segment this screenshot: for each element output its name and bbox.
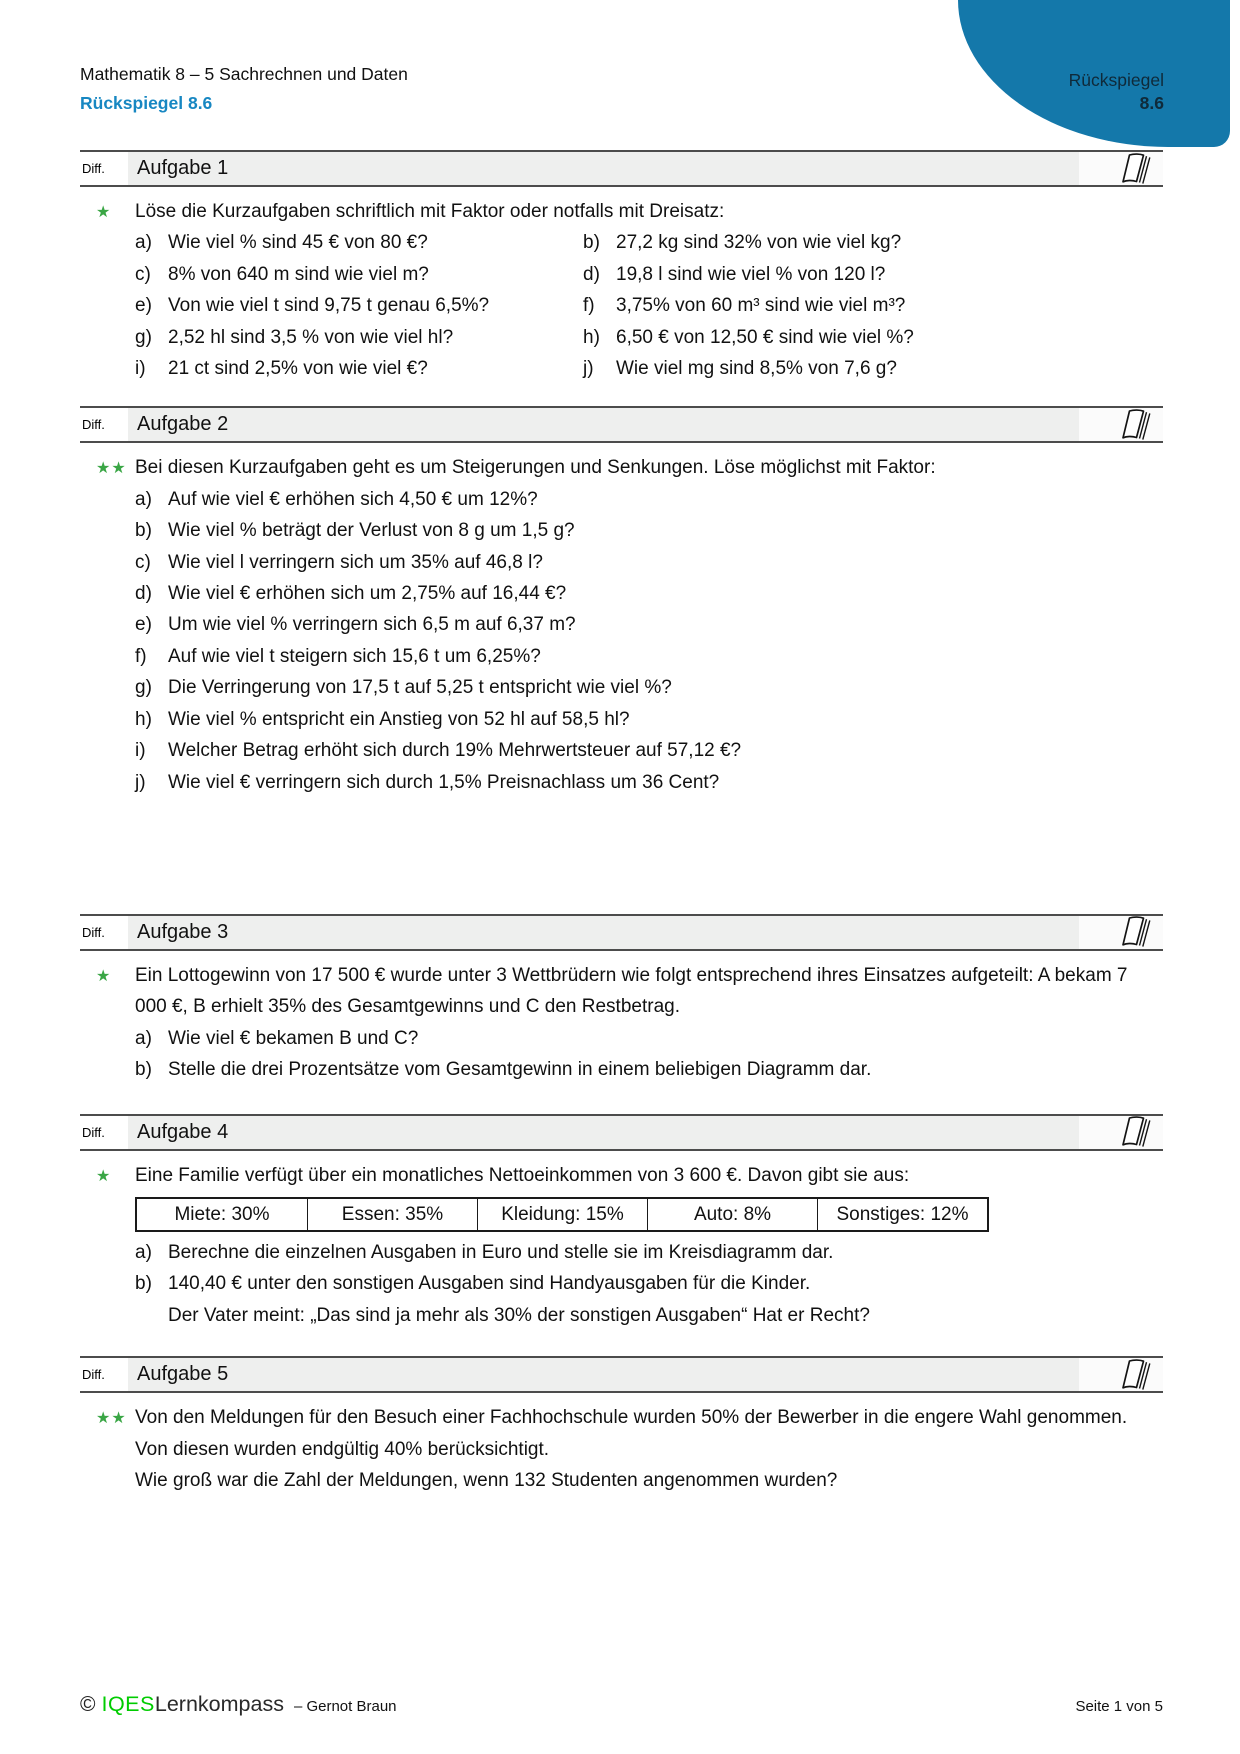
task-item: [135, 547, 1163, 578]
expense-cell-sonstiges: Sonstiges: 12%: [817, 1199, 987, 1230]
item-text: Wie viel % entspricht ein Anstieg von 52 hl auf 58,5 hl?: [168, 708, 630, 730]
task-item: [135, 515, 1163, 546]
task-item: [135, 672, 1163, 703]
brand-logo: [80, 1692, 397, 1717]
section-header: [80, 1114, 1163, 1151]
diff-label: Diff.: [82, 417, 105, 433]
brand-lernkompass: Lernkompass: [154, 1692, 284, 1716]
page-number: Seite 1 von 5: [1075, 1698, 1163, 1715]
item-label: a): [135, 232, 152, 254]
item-text: Die Verringerung von 17,5 t auf 5,25 t entspricht wie viel %?: [168, 677, 672, 699]
task-item: [135, 767, 1163, 798]
item-label: b): [583, 232, 600, 254]
section-body: [80, 951, 1163, 1086]
item-text: Wie viel % beträgt der Verlust von 8 g um 1,5 g?: [168, 520, 575, 542]
diff-label: Diff.: [82, 1124, 105, 1140]
difficulty-stars: ★: [96, 967, 112, 985]
notebook-icon: [1115, 1358, 1155, 1392]
task-item: [135, 735, 1163, 766]
section-aufgabe-3: [80, 914, 1163, 1086]
item-label: h): [583, 326, 600, 348]
author-label: – Gernot Braun: [293, 1698, 397, 1715]
task-item: [135, 1023, 1163, 1054]
section-header: [80, 406, 1163, 443]
course-title: Mathematik 8 – 5 Sachrechnen und Daten: [80, 64, 408, 84]
item-text: Wie viel % sind 45 € von 80 €?: [168, 232, 428, 254]
section-aufgabe-2: [80, 406, 1163, 797]
section-title: Aufgabe 4: [137, 1120, 229, 1143]
diff-label: Diff.: [82, 924, 105, 940]
item-text: Um wie viel % verringern sich 6,5 m auf 6,37 m?: [168, 614, 576, 636]
corner-badge: [958, 0, 1230, 147]
difficulty-stars: ★★: [96, 1410, 127, 1428]
item-label: a): [135, 1241, 152, 1263]
difficulty-stars: ★: [96, 1167, 112, 1185]
task-question: Wie groß war die Zahl der Meldungen, wenn 132 Studenten angenommen wurden?: [135, 1469, 838, 1491]
page-header: [80, 64, 408, 114]
item-text: Wie viel € verringern sich durch 1,5% Preisnachlass um 36 Cent?: [168, 771, 720, 793]
section-aufgabe-5: [80, 1356, 1163, 1496]
expense-cell-miete: Miete: 30%: [174, 1203, 270, 1225]
expense-cell-auto: Auto: 8%: [647, 1199, 817, 1230]
item-label: h): [135, 708, 152, 730]
task-item: [135, 704, 1163, 735]
task-intro: Eine Familie verfügt über ein monatliches Nettoeinkommen von 3 600 €. Davon gibt sie aus:: [135, 1164, 910, 1186]
item-text: 8% von 640 m sind wie viel m?: [168, 263, 429, 285]
task-item: [135, 609, 1163, 640]
item-text: Welcher Betrag erhöht sich durch 19% Mehrwertsteuer auf 57,12 €?: [168, 740, 742, 762]
task-row: [135, 353, 1163, 384]
item-label: i): [135, 740, 146, 762]
diff-label: Diff.: [82, 161, 105, 176]
task-row: [135, 322, 1163, 353]
expense-cell-kleidung: Kleidung: 15%: [477, 1199, 647, 1230]
item-label: e): [135, 295, 152, 317]
item-text: Wie viel l verringern sich um 35% auf 46,8 l?: [168, 551, 543, 573]
item-label: g): [135, 677, 152, 699]
task-row: [135, 259, 1163, 290]
notebook-icon: [1115, 152, 1155, 186]
section-title-bar: [128, 152, 1079, 185]
item-label: b): [135, 1059, 152, 1081]
icon-zone: [1079, 152, 1163, 185]
section-header: [80, 150, 1163, 187]
section-title-bar: [128, 408, 1079, 441]
task-item: [135, 1237, 1163, 1268]
task-item: [135, 484, 1163, 515]
item-text: 3,75% von 60 m³ sind wie viel m³?: [616, 295, 906, 317]
section-title: Aufgabe 2: [137, 413, 229, 436]
corner-badge-text: [1069, 69, 1164, 115]
section-body: [80, 187, 1163, 384]
item-text: Berechne die einzelnen Ausgaben in Euro und stelle sie im Kreisdiagramm dar.: [168, 1241, 834, 1263]
item-label: f): [135, 645, 147, 667]
difficulty-stars: ★★: [96, 460, 127, 478]
section-title-bar: [128, 916, 1079, 949]
item-label: i): [135, 358, 146, 380]
item-text: 2,52 hl sind 3,5 % von wie viel hl?: [168, 326, 454, 348]
item-text: Wie viel mg sind 8,5% von 7,6 g?: [616, 358, 897, 380]
item-label: d): [583, 263, 600, 285]
badge-number: 8.6: [1139, 93, 1164, 113]
task-row: [135, 290, 1163, 321]
notebook-icon: [1115, 408, 1155, 442]
section-body: [80, 443, 1163, 797]
section-title: Aufgabe 3: [137, 920, 229, 943]
item-label: d): [135, 583, 152, 605]
section-aufgabe-4: [80, 1114, 1163, 1332]
icon-zone: [1079, 1358, 1163, 1391]
item-label: a): [135, 1027, 152, 1049]
task-intro: Löse die Kurzaufgaben schriftlich mit Faktor oder notfalls mit Dreisatz:: [135, 201, 725, 222]
task-intro: Ein Lottogewinn von 17 500 € wurde unter 3 Wettbrüdern wie folgt entsprechend ihres Einsatzes aufgeteilt: A bekam 7 000 €, B erhielt 35% des Gesamtgewinns und C den Restbetrag.: [135, 964, 1128, 1018]
unit-title: Rückspiegel 8.6: [80, 93, 213, 113]
item-text: Von wie viel t sind 9,75 t genau 6,5%?: [168, 295, 490, 317]
item-label: f): [583, 295, 595, 317]
icon-zone: [1079, 1116, 1163, 1149]
difficulty-stars: ★: [96, 204, 112, 221]
diff-label: Diff.: [82, 1367, 105, 1383]
item-text: 19,8 l sind wie viel % von 120 l?: [616, 263, 886, 285]
icon-zone: [1079, 916, 1163, 949]
item-label: c): [135, 263, 151, 285]
item-text: Wie viel € bekamen B und C?: [168, 1027, 419, 1049]
item-label: g): [135, 326, 152, 348]
section-aufgabe-1: [80, 150, 1163, 384]
section-title-bar: [128, 1116, 1079, 1149]
section-title-bar: [128, 1358, 1079, 1391]
section-header: [80, 1356, 1163, 1393]
section-header: [80, 914, 1163, 951]
item-text: Auf wie viel € erhöhen sich 4,50 € um 12%?: [168, 488, 538, 510]
notebook-icon: [1115, 915, 1155, 949]
section-body: [80, 1393, 1163, 1496]
item-label: e): [135, 614, 152, 636]
item-text: 140,40 € unter den sonstigen Ausgaben sind Handyausgaben für die Kinder.: [168, 1273, 811, 1295]
section-title: Aufgabe 1: [137, 157, 229, 179]
icon-zone: [1079, 408, 1163, 441]
task-row: [135, 227, 1163, 258]
content-column: [80, 150, 1163, 1496]
section-body: [80, 1151, 1163, 1332]
item-label: b): [135, 520, 152, 542]
item-text: 21 ct sind 2,5% von wie viel €?: [168, 358, 428, 380]
item-text: 6,50 € von 12,50 € sind wie viel %?: [616, 326, 914, 348]
task-text: Von den Meldungen für den Besuch einer Fachhochschule wurden 50% der Bewerber in die engere Wahl genommen. Von diesen wurden endgültig 40% berücksichtigt.: [135, 1407, 1128, 1460]
copyright-icon: ©: [80, 1693, 96, 1716]
item-label: a): [135, 488, 152, 510]
item-text: Auf wie viel t steigern sich 15,6 t um 6,25%?: [168, 645, 541, 667]
item-label: b): [135, 1273, 152, 1295]
task-item: [135, 1268, 1163, 1299]
expense-cell-essen: Essen: 35%: [307, 1199, 477, 1230]
brand-iqes: IQES: [101, 1692, 155, 1716]
section-title: Aufgabe 5: [137, 1363, 229, 1386]
task-item: [135, 641, 1163, 672]
item-text: Stelle die drei Prozentsätze vom Gesamtgewinn in einem beliebigen Diagramm dar.: [168, 1059, 872, 1081]
task-item: [135, 1054, 1163, 1085]
item-label: j): [583, 358, 594, 380]
item-text-continued: Der Vater meint: „Das sind ja mehr als 30% der sonstigen Ausgaben“ Hat er Recht?: [168, 1304, 870, 1326]
task-intro: Bei diesen Kurzaufgaben geht es um Steigerungen und Senkungen. Löse möglichst mit Faktor:: [135, 457, 936, 479]
page-footer: [80, 1692, 1163, 1717]
badge-title: Rückspiegel: [1068, 70, 1164, 90]
task-item: [135, 578, 1163, 609]
item-text: 27,2 kg sind 32% von wie viel kg?: [616, 232, 902, 254]
item-text: Wie viel € erhöhen sich um 2,75% auf 16,44 €?: [168, 583, 567, 605]
expense-table: [135, 1197, 989, 1232]
item-label: c): [135, 551, 151, 573]
item-label: j): [135, 771, 146, 793]
notebook-icon: [1115, 1115, 1155, 1149]
